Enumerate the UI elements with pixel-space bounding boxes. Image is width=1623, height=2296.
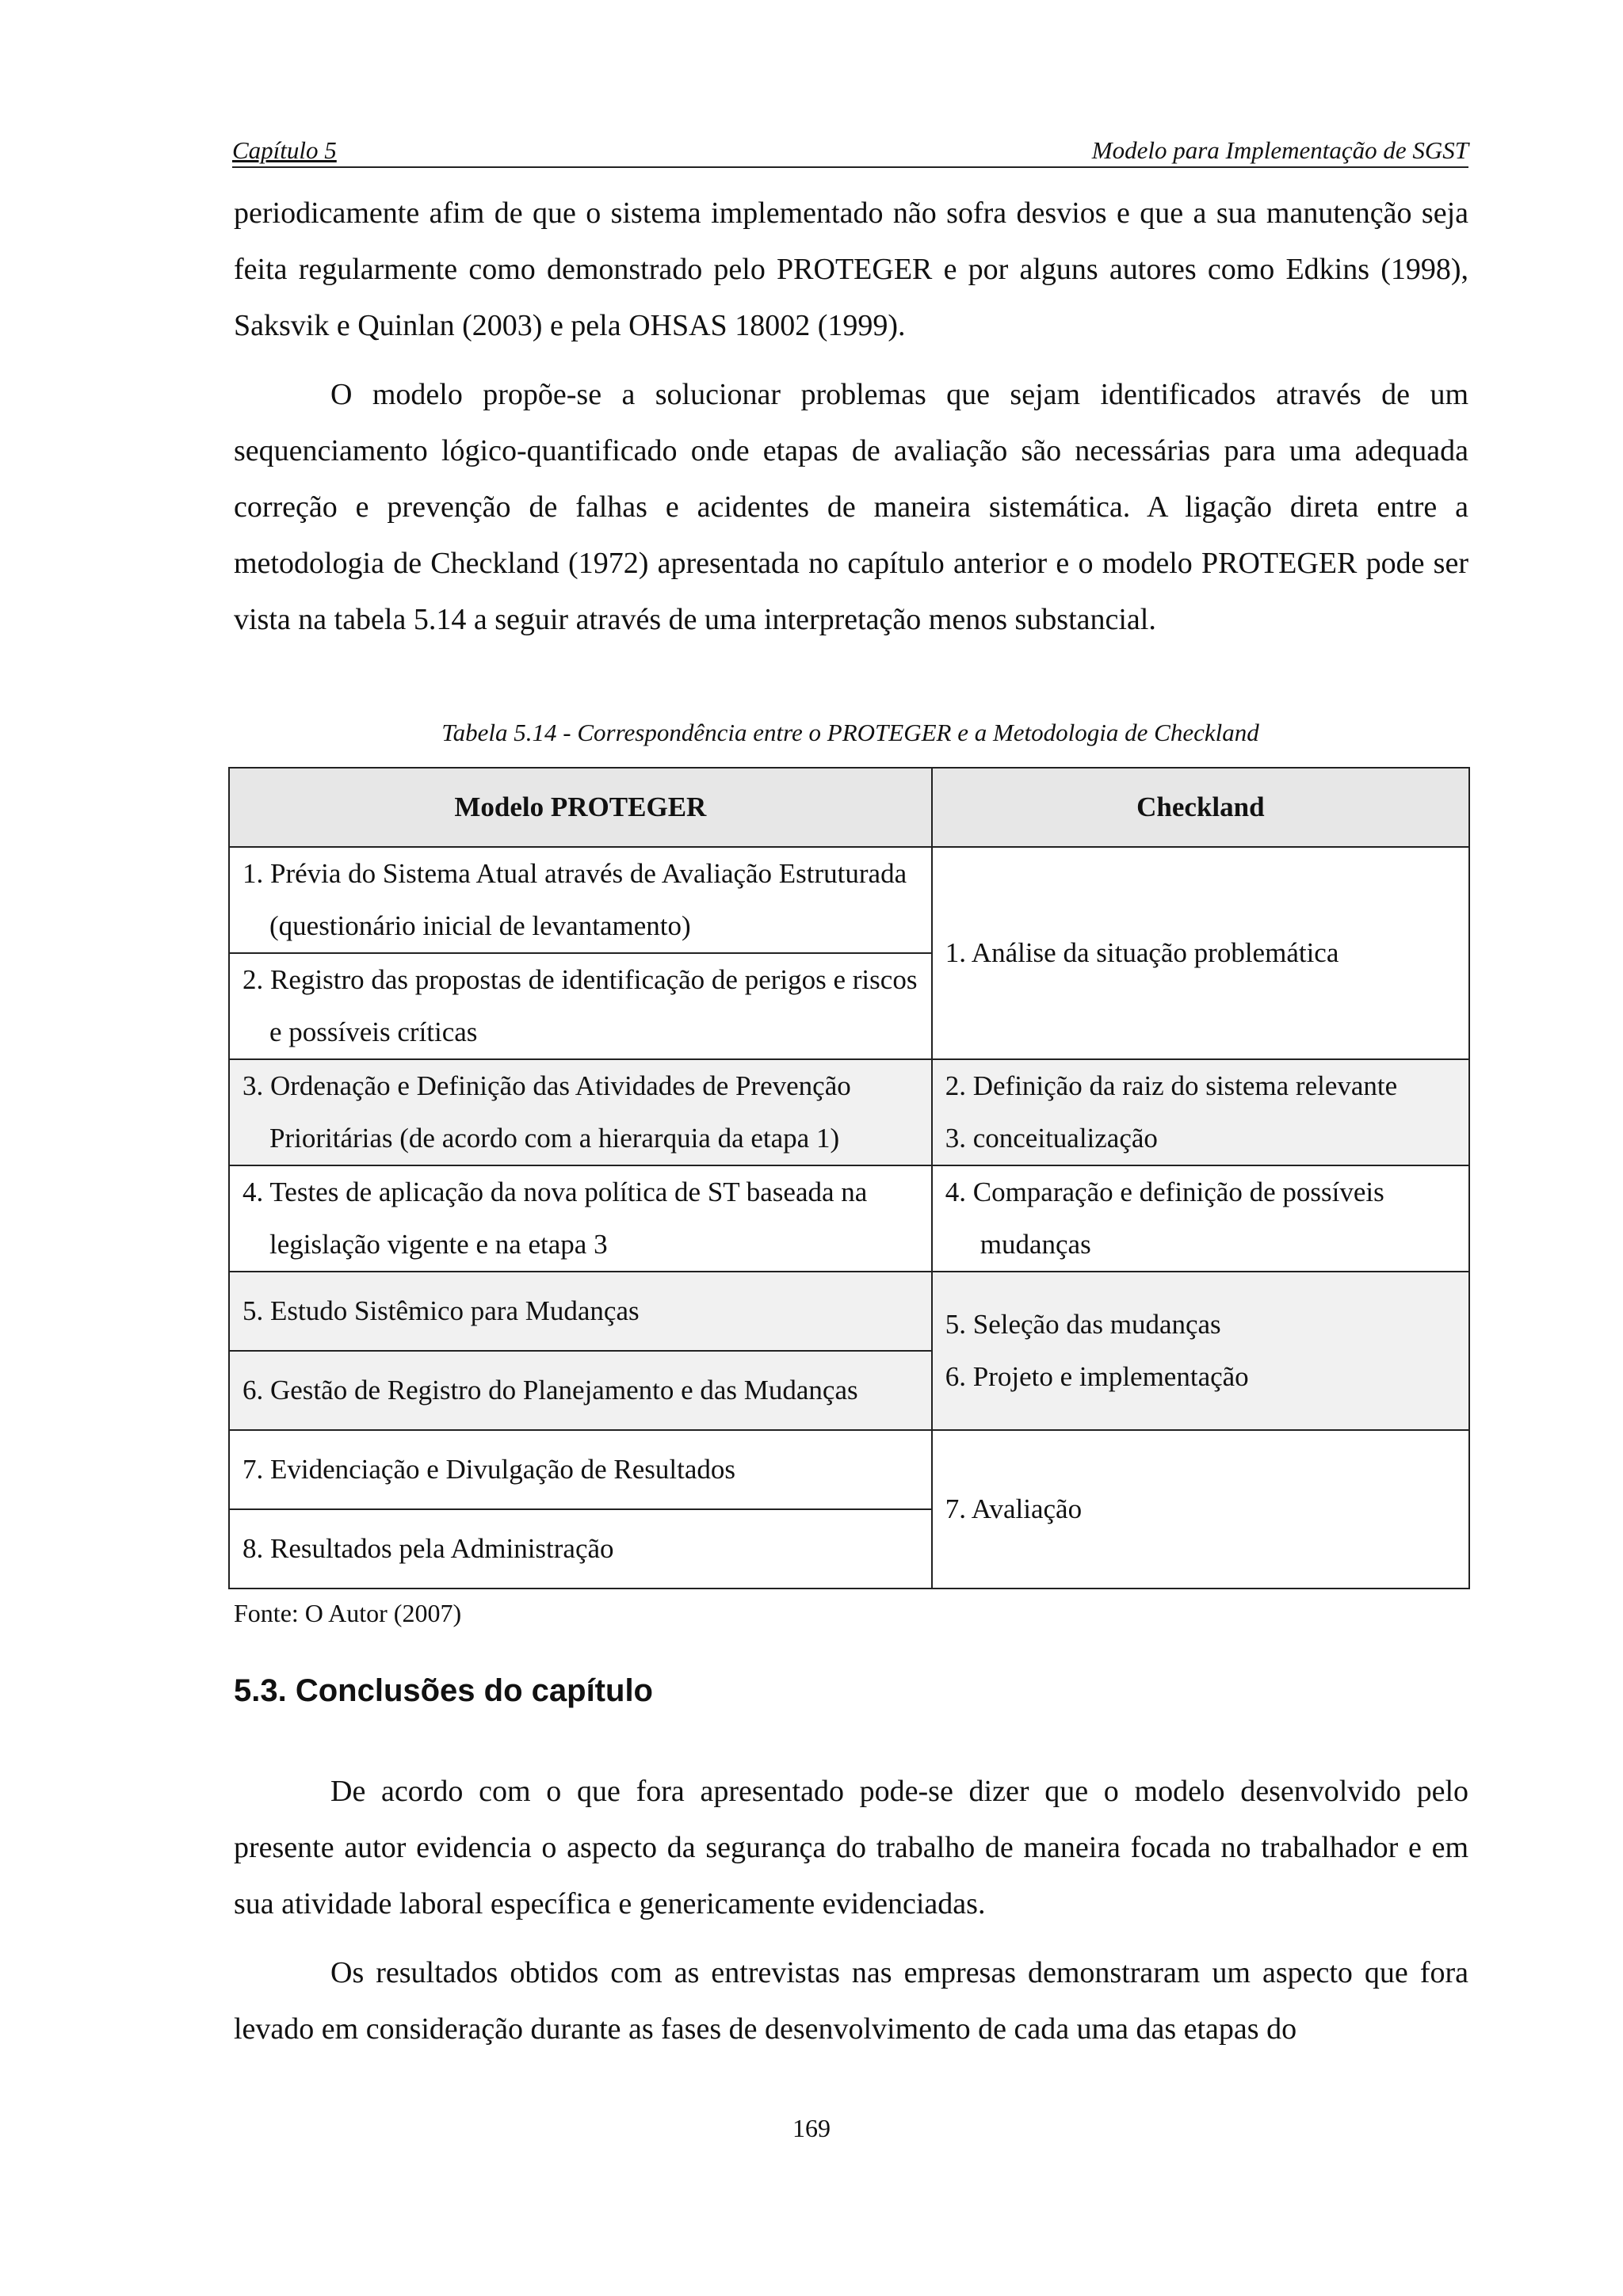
table-header-row <box>229 768 1469 847</box>
proteger-step-5: 5. Estudo Sistêmico para Mudanças <box>229 1272 932 1351</box>
checkland-step-2: 2. Definição da raiz do sistema relevante <box>945 1070 1398 1101</box>
table-row <box>229 1272 1469 1351</box>
paragraph-4: Os resultados obtidos com as entrevistas nas empresas demonstraram um aspecto que fora levado em consideração durante as fases de desenvolvimento de cada uma das etapas do <box>234 1956 1468 2046</box>
table-source: Fonte: O Autor (2007) <box>234 1599 462 1627</box>
section-heading: 5.3. Conclusões do capítulo <box>234 1673 653 1708</box>
checkland-step-5: 5. Seleção das mudanças <box>945 1309 1221 1340</box>
table-row <box>229 1059 1469 1165</box>
checkland-step-1: 1. Análise da situação problemática <box>932 847 1469 1059</box>
paragraph-1: periodicamente afim de que o sistema implementado não sofra desvios e que a sua manutenção seja feita regularmente como demonstrado pelo PROTEGER e por alguns autores como Edkins (1998), Saksvik e Quinlan (2003) e pela OHSAS 18002 (1999). <box>234 196 1468 342</box>
checkland-steps-5-6 <box>932 1272 1469 1430</box>
running-header <box>232 132 1468 168</box>
checkland-step-7: 7. Avaliação <box>932 1430 1469 1589</box>
header-title: Modelo para Implementação de SGST <box>1091 136 1468 164</box>
header-proteger: Modelo PROTEGER <box>229 768 932 847</box>
table-row <box>229 1165 1469 1272</box>
correspondence-table <box>228 767 1470 1589</box>
page-number: 169 <box>792 2114 831 2142</box>
checkland-step-3: 3. conceitualização <box>945 1123 1158 1154</box>
checkland-step-6: 6. Projeto e implementação <box>945 1361 1249 1392</box>
paragraph-2: O modelo propõe-se a solucionar problemas que sejam identificados através de um sequenciamento lógico-quantificado onde etapas de avaliação são necessárias para uma adequada correção e prevenção de falhas e acidentes de maneira sistemática. A ligação direta entre a metodologia de Checkland (1972) apresentada no capítulo anterior e o modelo PROTEGER pode ser vista na tabela 5.14 a seguir através de uma interpretação menos substancial. <box>234 378 1468 636</box>
proteger-step-4: 4. Testes de aplicação da nova política de ST baseada na legislação vigente e na etapa 3 <box>229 1165 932 1272</box>
checkland-step-4: 4. Comparação e definição de possíveis mudanças <box>932 1165 1469 1272</box>
proteger-step-2: 2. Registro das propostas de identificação de perigos e riscos e possíveis críticas <box>229 953 932 1059</box>
header-checkland: Checkland <box>932 768 1469 847</box>
proteger-step-1: 1. Prévia do Sistema Atual através de Avaliação Estruturada (questionário inicial de levantamento) <box>229 847 932 953</box>
proteger-step-7: 7. Evidenciação e Divulgação de Resultados <box>229 1430 932 1509</box>
table-row <box>229 1430 1469 1509</box>
proteger-step-3: 3. Ordenação e Definição das Atividades de Prevenção Prioritárias (de acordo com a hierarquia da etapa 1) <box>229 1059 932 1165</box>
header-chapter: Capítulo 5 <box>232 136 337 164</box>
proteger-step-8: 8. Resultados pela Administração <box>229 1509 932 1589</box>
table-caption: Tabela 5.14 - Correspondência entre o PROTEGER e a Metodologia de Checkland <box>441 719 1259 746</box>
proteger-step-6: 6. Gestão de Registro do Planejamento e das Mudanças <box>229 1351 932 1430</box>
table-row <box>229 847 1469 953</box>
paragraph-3: De acordo com o que fora apresentado pode-se dizer que o modelo desenvolvido pelo presente autor evidencia o aspecto da segurança do trabalho de maneira focada no trabalhador e em sua atividade laboral específica e genericamente evidenciadas. <box>234 1775 1468 1920</box>
checkland-steps-2-3 <box>932 1059 1469 1165</box>
